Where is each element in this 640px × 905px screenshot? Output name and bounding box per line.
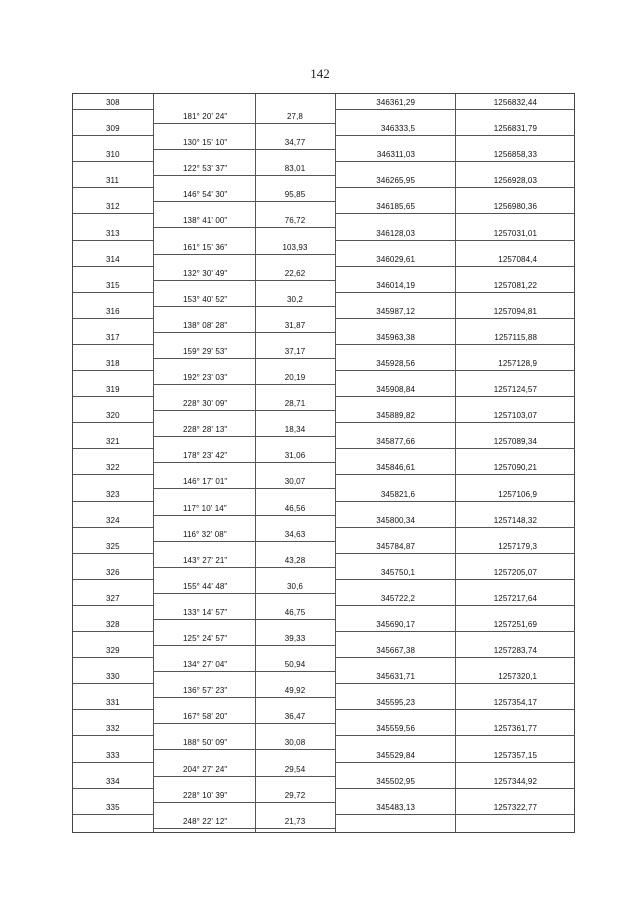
coord-y: 1257320,1	[498, 672, 537, 682]
row-underline	[335, 631, 455, 632]
point-number: 316	[106, 306, 120, 316]
point-number: 312	[106, 202, 120, 212]
point-number: 325	[106, 541, 120, 551]
row-underline	[73, 579, 153, 580]
direction-angle: 178° 23' 42"	[183, 451, 228, 461]
row-underline	[73, 527, 153, 528]
coordinates-table	[72, 93, 575, 833]
row-underline	[73, 709, 153, 710]
row-underline	[153, 410, 255, 411]
point-number: 331	[106, 698, 120, 708]
coord-x: 346265,95	[376, 176, 415, 186]
row-underline	[255, 332, 335, 333]
row-underline	[73, 605, 153, 606]
row-underline	[455, 396, 575, 397]
point-number: 321	[106, 437, 120, 447]
direction-angle: 122° 53' 37"	[183, 164, 228, 174]
row-underline	[73, 109, 153, 110]
coord-x: 345483,13	[376, 802, 415, 812]
coord-x: 345987,12	[376, 306, 415, 316]
row-underline	[455, 735, 575, 736]
row-underline	[335, 474, 455, 475]
point-number: 333	[106, 750, 120, 760]
coord-x: 346311,03	[376, 150, 415, 160]
row-underline	[335, 240, 455, 241]
row-underline	[335, 762, 455, 763]
row-underline	[455, 422, 575, 423]
segment-length: 31,06	[284, 451, 306, 461]
direction-angle: 155° 44' 48"	[183, 581, 228, 591]
coord-x: 345963,38	[376, 332, 415, 342]
segment-length: 37,17	[284, 346, 306, 356]
row-underline	[153, 201, 255, 202]
row-underline	[153, 671, 255, 672]
row-underline	[255, 306, 335, 307]
coord-y: 1256928,03	[493, 176, 537, 186]
row-underline	[255, 227, 335, 228]
point-number: 324	[106, 515, 120, 525]
direction-angle: 138° 08' 28"	[183, 320, 228, 330]
point-number: 315	[106, 280, 120, 290]
coord-y: 1256980,36	[493, 202, 537, 212]
row-underline	[73, 735, 153, 736]
point-number: 310	[106, 150, 120, 160]
segment-length: 22,62	[284, 268, 306, 278]
direction-angle: 161° 15' 36"	[183, 242, 228, 252]
row-underline	[73, 474, 153, 475]
row-underline	[335, 370, 455, 371]
coord-y: 1257081,22	[493, 280, 537, 290]
coord-x: 346333,5	[380, 124, 415, 134]
row-underline	[73, 553, 153, 554]
row-underline	[455, 814, 575, 815]
segment-length: 27,8	[287, 112, 303, 122]
segment-length: 30,6	[287, 581, 303, 591]
direction-angle: 143° 27' 21"	[183, 555, 228, 565]
segment-length: 76,72	[284, 216, 306, 226]
direction-angle: 130° 15' 10"	[183, 138, 228, 148]
row-underline	[153, 723, 255, 724]
row-underline	[153, 149, 255, 150]
point-number: 320	[106, 411, 120, 421]
row-underline	[335, 213, 455, 214]
row-underline	[255, 645, 335, 646]
point-number: 317	[106, 332, 120, 342]
row-underline	[153, 697, 255, 698]
point-number: 335	[106, 802, 120, 812]
coord-x: 345784,87	[376, 541, 415, 551]
segment-length: 20,19	[284, 373, 306, 383]
coord-x: 345667,38	[376, 646, 415, 656]
row-underline	[335, 709, 455, 710]
direction-angle: 136° 57' 23"	[183, 686, 228, 696]
direction-angle: 167° 58' 20"	[183, 712, 228, 722]
row-underline	[255, 175, 335, 176]
row-underline	[255, 828, 335, 829]
point-number: 329	[106, 646, 120, 656]
coord-x: 346014,19	[376, 280, 415, 290]
point-number: 314	[106, 254, 120, 264]
row-underline	[455, 683, 575, 684]
row-underline	[335, 605, 455, 606]
row-underline	[455, 240, 575, 241]
row-underline	[455, 579, 575, 580]
coord-x: 345502,95	[376, 776, 415, 786]
direction-angle: 116° 32' 08"	[183, 529, 227, 539]
row-underline	[335, 187, 455, 188]
row-underline	[73, 370, 153, 371]
row-underline	[153, 645, 255, 646]
coord-y: 1257103,07	[493, 411, 537, 421]
coord-x: 345889,82	[376, 411, 415, 421]
row-underline	[455, 135, 575, 136]
segment-length: 21,73	[284, 816, 306, 826]
row-underline	[73, 161, 153, 162]
row-underline	[153, 123, 255, 124]
coord-y: 1257128,9	[498, 359, 537, 368]
row-underline	[153, 619, 255, 620]
segment-length: 39,33	[284, 634, 306, 644]
row-underline	[455, 527, 575, 528]
segment-length: 95,85	[284, 190, 306, 200]
coord-x: 345928,56	[376, 359, 415, 368]
coord-x: 346029,61	[376, 254, 415, 264]
row-underline	[73, 788, 153, 789]
direction-angle: 146° 54' 30"	[183, 190, 228, 200]
row-underline	[153, 384, 255, 385]
direction-angle: 228° 10' 39"	[183, 790, 228, 800]
point-number: 318	[106, 359, 120, 368]
coord-x: 345529,84	[376, 750, 415, 760]
row-underline	[455, 370, 575, 371]
coord-y: 1257031,01	[493, 228, 537, 238]
segment-length: 36,47	[284, 712, 306, 722]
coord-y: 1256832,44	[493, 98, 537, 107]
row-underline	[335, 553, 455, 554]
row-underline	[73, 240, 153, 241]
coord-x: 345595,23	[376, 698, 415, 708]
coord-x: 345821,6	[380, 489, 415, 499]
row-underline	[335, 788, 455, 789]
column-divider	[335, 94, 336, 832]
segment-length: 49,92	[284, 686, 306, 696]
row-underline	[255, 567, 335, 568]
row-underline	[455, 762, 575, 763]
point-number: 313	[106, 228, 120, 238]
row-underline	[73, 292, 153, 293]
coord-x: 346128,03	[376, 228, 415, 238]
row-underline	[255, 358, 335, 359]
row-underline	[153, 175, 255, 176]
coord-y: 1257084,4	[498, 254, 537, 264]
row-underline	[255, 593, 335, 594]
row-underline	[255, 201, 335, 202]
row-underline	[153, 358, 255, 359]
direction-angle: 138° 41' 00"	[183, 216, 228, 226]
segment-length: 50,94	[284, 660, 306, 670]
row-underline	[255, 776, 335, 777]
row-underline	[153, 776, 255, 777]
row-underline	[153, 567, 255, 568]
row-underline	[255, 410, 335, 411]
row-underline	[153, 488, 255, 489]
row-underline	[73, 213, 153, 214]
coord-y: 1256858,33	[493, 150, 537, 160]
point-number: 330	[106, 672, 120, 682]
row-underline	[255, 254, 335, 255]
row-underline	[73, 344, 153, 345]
row-underline	[153, 828, 255, 829]
segment-length: 18,34	[284, 425, 306, 435]
row-underline	[335, 266, 455, 267]
coord-x: 345722,2	[380, 593, 415, 603]
coord-x: 346185,65	[376, 202, 415, 212]
coord-x: 345908,84	[376, 385, 415, 395]
coord-y: 1257205,07	[493, 567, 537, 577]
coord-y: 1257361,77	[493, 724, 537, 734]
coord-y: 1257124,57	[493, 385, 537, 395]
segment-length: 29,54	[284, 764, 306, 774]
row-underline	[255, 541, 335, 542]
row-underline	[73, 448, 153, 449]
coord-y: 1256831,79	[493, 124, 537, 134]
page-number: 142	[310, 66, 330, 81]
row-underline	[335, 109, 455, 110]
coord-x: 345559,56	[376, 724, 415, 734]
row-underline	[153, 593, 255, 594]
segment-length: 34,63	[284, 529, 306, 539]
segment-length: 43,28	[284, 555, 306, 565]
segment-length: 46,75	[284, 607, 306, 617]
direction-angle: 228° 28' 13"	[183, 425, 228, 435]
row-underline	[255, 515, 335, 516]
row-underline	[335, 448, 455, 449]
row-underline	[255, 749, 335, 750]
point-number: 334	[106, 776, 120, 786]
row-underline	[335, 135, 455, 136]
row-underline	[153, 306, 255, 307]
row-underline	[455, 605, 575, 606]
row-underline	[255, 280, 335, 281]
row-underline	[335, 579, 455, 580]
direction-angle: 228° 30' 09"	[183, 399, 228, 409]
row-underline	[153, 280, 255, 281]
direction-angle: 188° 50' 09"	[183, 738, 228, 748]
row-underline	[335, 422, 455, 423]
row-underline	[455, 318, 575, 319]
direction-angle: 125° 24' 57"	[183, 634, 228, 644]
point-number: 332	[106, 724, 120, 734]
direction-angle: 132° 30' 49"	[183, 268, 228, 278]
row-underline	[255, 149, 335, 150]
direction-angle: 133° 14' 57"	[183, 607, 228, 617]
row-underline	[455, 213, 575, 214]
row-underline	[255, 384, 335, 385]
direction-angle: 117° 10' 14"	[183, 503, 227, 513]
row-underline	[255, 723, 335, 724]
segment-length: 34,77	[284, 138, 306, 148]
row-underline	[335, 527, 455, 528]
row-underline	[455, 448, 575, 449]
segment-length: 28,71	[284, 399, 306, 409]
point-number: 323	[106, 489, 120, 499]
point-number: 309	[106, 124, 120, 134]
segment-length: 31,87	[284, 320, 306, 330]
row-underline	[335, 161, 455, 162]
coord-x: 345750,1	[380, 567, 415, 577]
row-underline	[73, 396, 153, 397]
row-underline	[455, 631, 575, 632]
row-underline	[73, 135, 153, 136]
row-underline	[335, 396, 455, 397]
row-underline	[255, 488, 335, 489]
row-underline	[153, 436, 255, 437]
row-underline	[455, 501, 575, 502]
row-underline	[335, 814, 455, 815]
row-underline	[255, 619, 335, 620]
point-number: 311	[106, 176, 120, 186]
point-number: 326	[106, 567, 120, 577]
row-underline	[455, 553, 575, 554]
row-underline	[153, 515, 255, 516]
coord-y: 1257179,3	[498, 541, 537, 551]
coord-y: 1257148,32	[493, 515, 537, 525]
row-underline	[455, 657, 575, 658]
coord-y: 1257106,9	[498, 489, 537, 499]
coord-y: 1257344,92	[493, 776, 537, 786]
point-number: 308	[106, 98, 120, 107]
point-number: 327	[106, 593, 120, 603]
row-underline	[455, 161, 575, 162]
row-underline	[455, 109, 575, 110]
direction-angle: 192° 23' 03"	[183, 373, 228, 383]
row-underline	[153, 802, 255, 803]
row-underline	[255, 697, 335, 698]
coord-y: 1257094,81	[493, 306, 537, 316]
segment-length: 103,93	[282, 242, 308, 252]
row-underline	[73, 187, 153, 188]
row-underline	[73, 501, 153, 502]
row-underline	[455, 709, 575, 710]
row-underline	[455, 788, 575, 789]
coord-x: 345631,71	[376, 672, 415, 682]
row-underline	[153, 749, 255, 750]
coord-y: 1257354,17	[493, 698, 537, 708]
row-underline	[73, 683, 153, 684]
direction-angle: 248° 22' 12"	[183, 816, 228, 826]
segment-length: 30,07	[284, 477, 306, 487]
row-underline	[455, 187, 575, 188]
coord-x: 345877,66	[376, 437, 415, 447]
point-number: 328	[106, 620, 120, 629]
segment-length: 30,08	[284, 738, 306, 748]
segment-length: 30,2	[287, 294, 303, 304]
direction-angle: 153° 40' 52"	[183, 294, 228, 304]
segment-length: 46,56	[284, 503, 306, 513]
coord-y: 1257357,15	[493, 750, 537, 760]
row-underline	[455, 344, 575, 345]
coord-y: 1257115,88	[494, 332, 537, 342]
row-underline	[153, 462, 255, 463]
direction-angle: 181° 20' 24"	[183, 112, 228, 122]
point-number: 319	[106, 385, 120, 395]
coord-x: 346361,29	[376, 98, 415, 107]
row-underline	[335, 318, 455, 319]
row-underline	[335, 501, 455, 502]
row-underline	[255, 436, 335, 437]
coord-x: 345846,61	[376, 463, 415, 473]
row-underline	[455, 266, 575, 267]
row-underline	[73, 631, 153, 632]
segment-length: 83,01	[284, 164, 306, 174]
row-underline	[255, 671, 335, 672]
direction-angle: 134° 27' 04"	[183, 660, 228, 670]
row-underline	[153, 254, 255, 255]
row-underline	[73, 814, 153, 815]
direction-angle: 204° 27' 24"	[183, 764, 228, 774]
direction-angle: 159° 29' 53"	[183, 346, 228, 356]
row-underline	[73, 318, 153, 319]
coord-x: 345800,34	[376, 515, 415, 525]
row-underline	[335, 292, 455, 293]
point-number: 322	[106, 463, 120, 473]
row-underline	[255, 123, 335, 124]
row-underline	[335, 735, 455, 736]
row-underline	[73, 266, 153, 267]
row-underline	[73, 762, 153, 763]
coord-y: 1257251,69	[493, 620, 537, 629]
direction-angle: 146° 17' 01"	[183, 477, 228, 487]
coord-y: 1257090,21	[493, 463, 537, 473]
row-underline	[335, 657, 455, 658]
row-underline	[455, 292, 575, 293]
row-underline	[73, 422, 153, 423]
segment-length: 29,72	[284, 790, 306, 800]
coord-y: 1257089,34	[493, 437, 537, 447]
coord-y: 1257283,74	[493, 646, 537, 656]
row-underline	[153, 541, 255, 542]
row-underline	[455, 474, 575, 475]
row-underline	[153, 227, 255, 228]
row-underline	[255, 802, 335, 803]
row-underline	[255, 462, 335, 463]
coord-x: 345690,17	[376, 620, 415, 629]
coord-y: 1257217,64	[493, 593, 537, 603]
row-underline	[153, 332, 255, 333]
row-underline	[73, 657, 153, 658]
row-underline	[335, 683, 455, 684]
coord-y: 1257322,77	[493, 802, 537, 812]
row-underline	[335, 344, 455, 345]
